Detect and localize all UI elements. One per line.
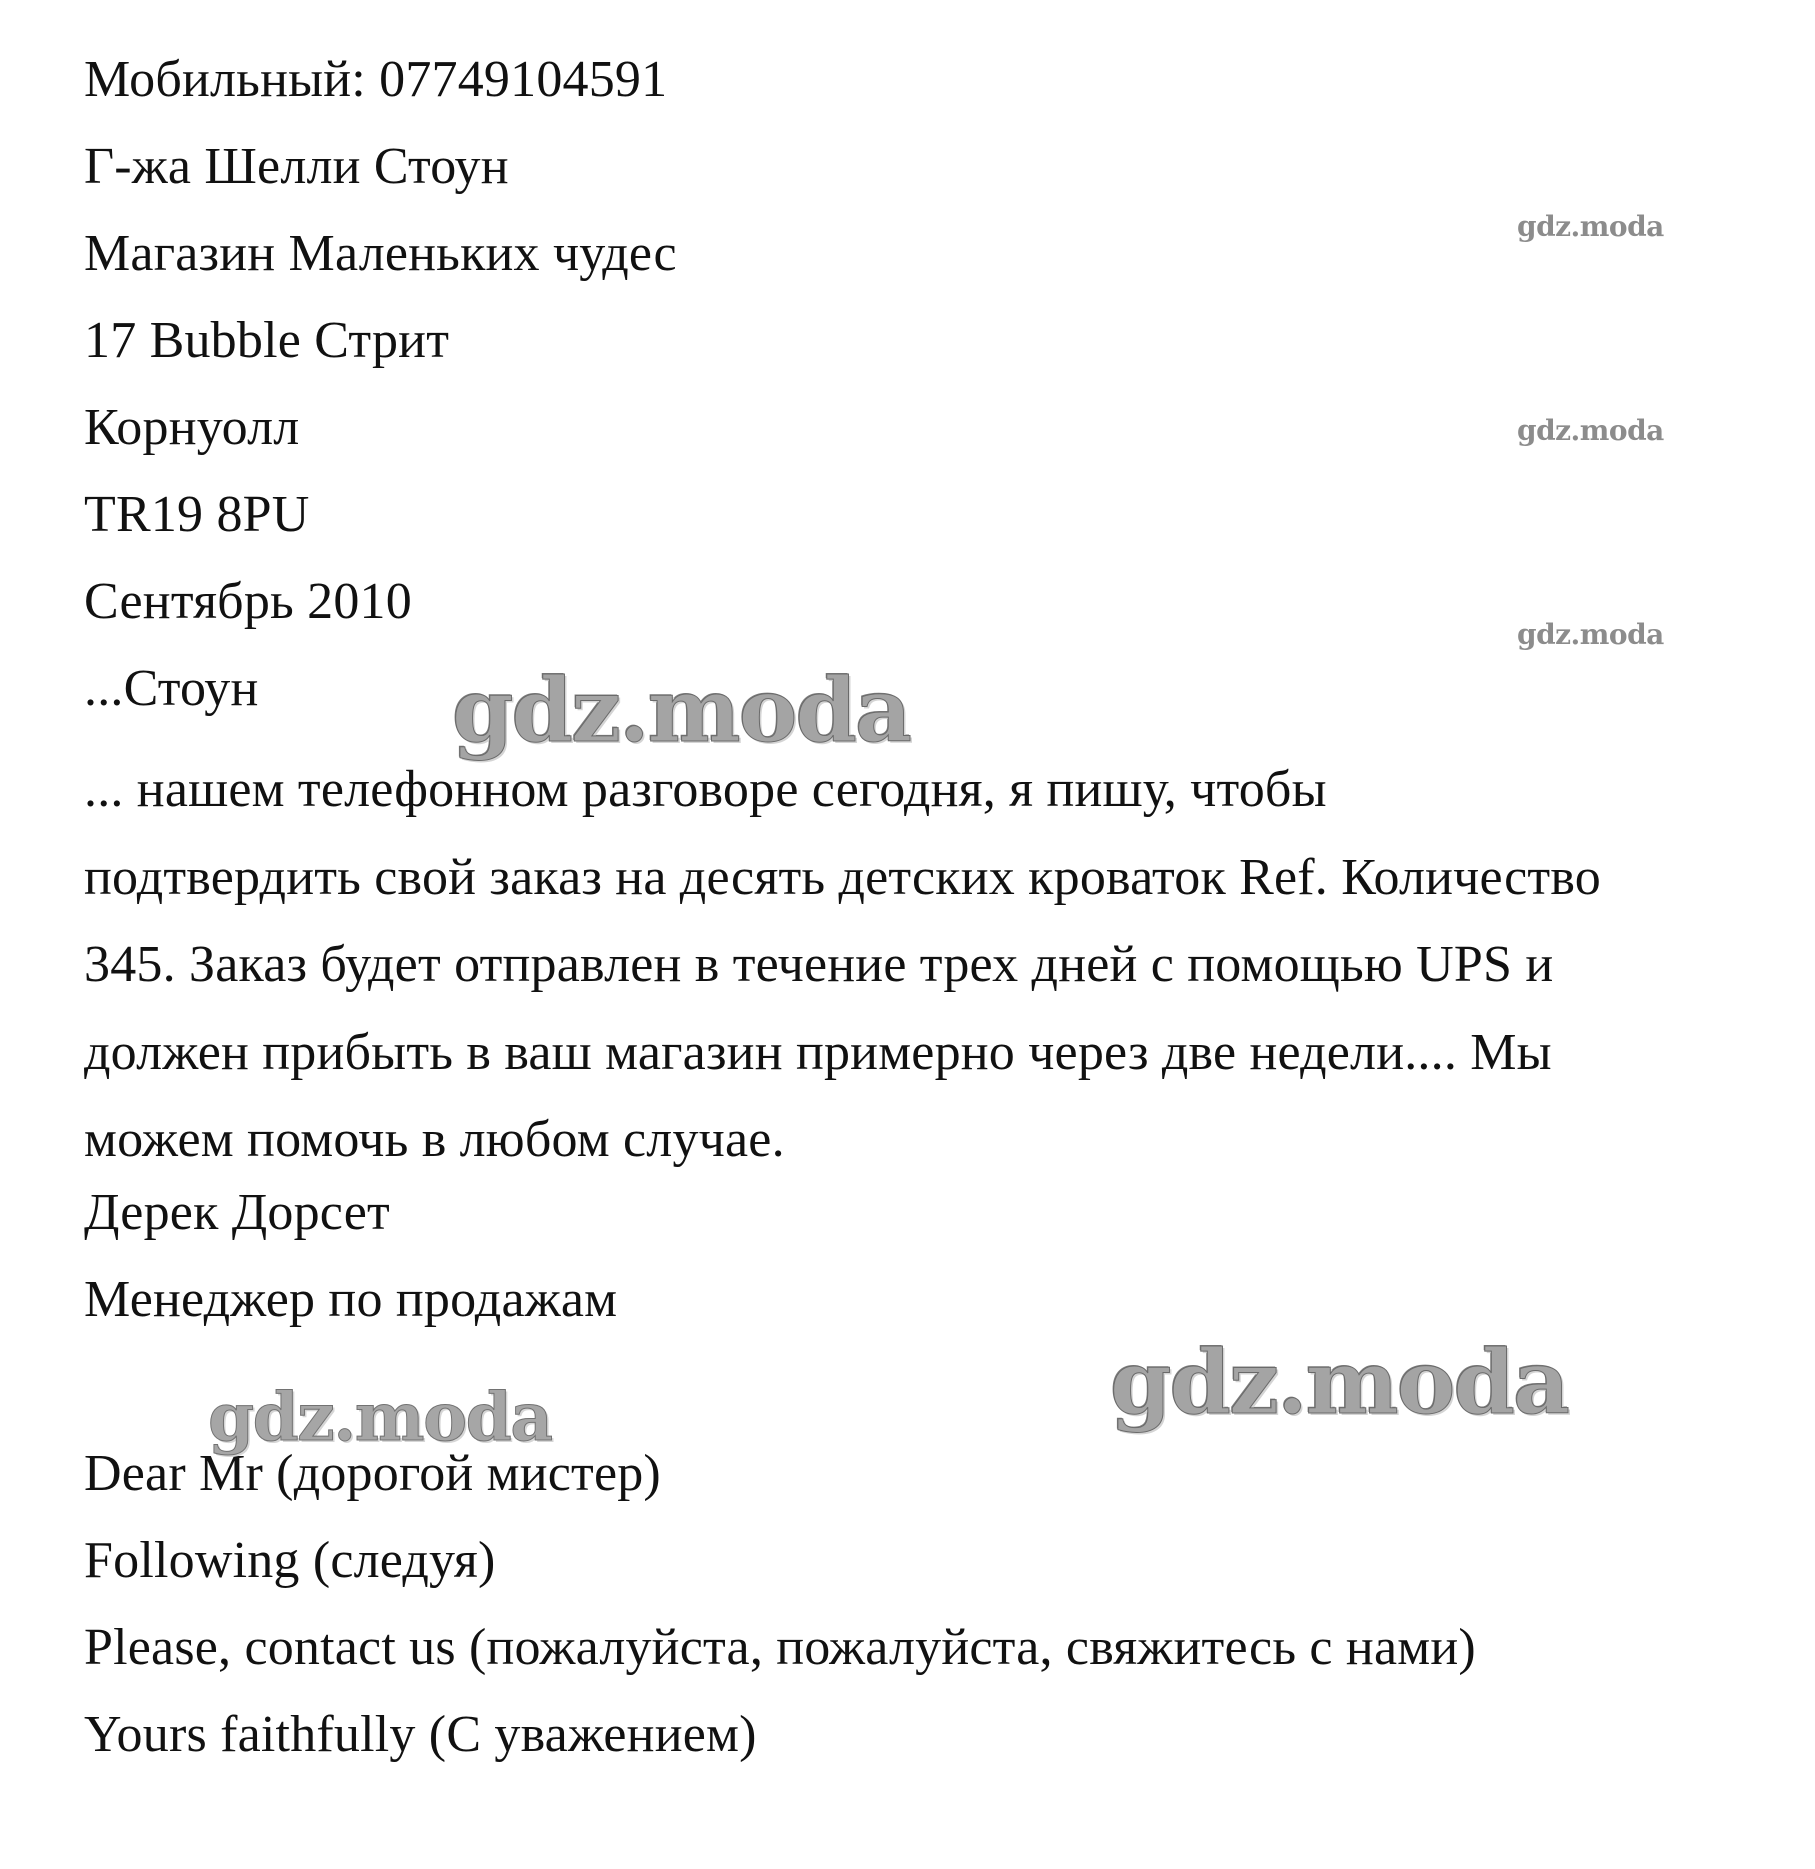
shop-name-line: Магазин Маленьких чудес xyxy=(84,225,677,282)
mobile-number-line: Мобильный: 07749104591 xyxy=(84,51,668,108)
watermark-small: gdz.moda xyxy=(1517,414,1664,447)
signature-name: Дерек Дорсет xyxy=(84,1184,390,1241)
watermark-small: gdz.moda xyxy=(1517,618,1664,651)
glossary-item: Following (следуя) xyxy=(84,1532,496,1589)
glossary-item: Yours faithfully (С уважением) xyxy=(84,1706,757,1763)
county-line: Корнуолл xyxy=(84,399,300,456)
glossary-item: Please, contact us (пожалуйста, пожалуйста, свяжитесь с нами) xyxy=(84,1619,1476,1676)
watermark-large: gdz.moda xyxy=(1110,1330,1569,1434)
body-line: подтвердить свой заказ на десять детских кроваток Ref. Количество xyxy=(84,848,1601,906)
postcode-line: TR19 8PU xyxy=(84,486,310,543)
watermark-large: gdz.moda xyxy=(452,658,911,762)
signature-title: Менеджер по продажам xyxy=(84,1271,618,1328)
glossary-item: Dear Mr (дорогой мистер) xyxy=(84,1445,661,1502)
body-line: можем помочь в любом случае. xyxy=(84,1111,785,1168)
salutation-line: ...Стоун xyxy=(84,660,259,717)
letter-body xyxy=(84,746,1804,1184)
body-line: 345. Заказ будет отправлен в течение трех дней с помощью UPS и xyxy=(84,936,1554,993)
body-line: должен прибыть в ваш магазин примерно через две недели.... Мы xyxy=(84,1023,1552,1081)
street-address-line: 17 Bubble Стрит xyxy=(84,312,450,369)
body-line: ... нашем телефонном разговоре сегодня, я пишу, чтобы xyxy=(84,761,1327,818)
recipient-name-line: Г-жа Шелли Стоун xyxy=(84,138,509,195)
watermark-small: gdz.moda xyxy=(1517,210,1664,243)
date-line: Сентябрь 2010 xyxy=(84,573,412,630)
watermark-medium: gdz.moda xyxy=(208,1378,552,1456)
